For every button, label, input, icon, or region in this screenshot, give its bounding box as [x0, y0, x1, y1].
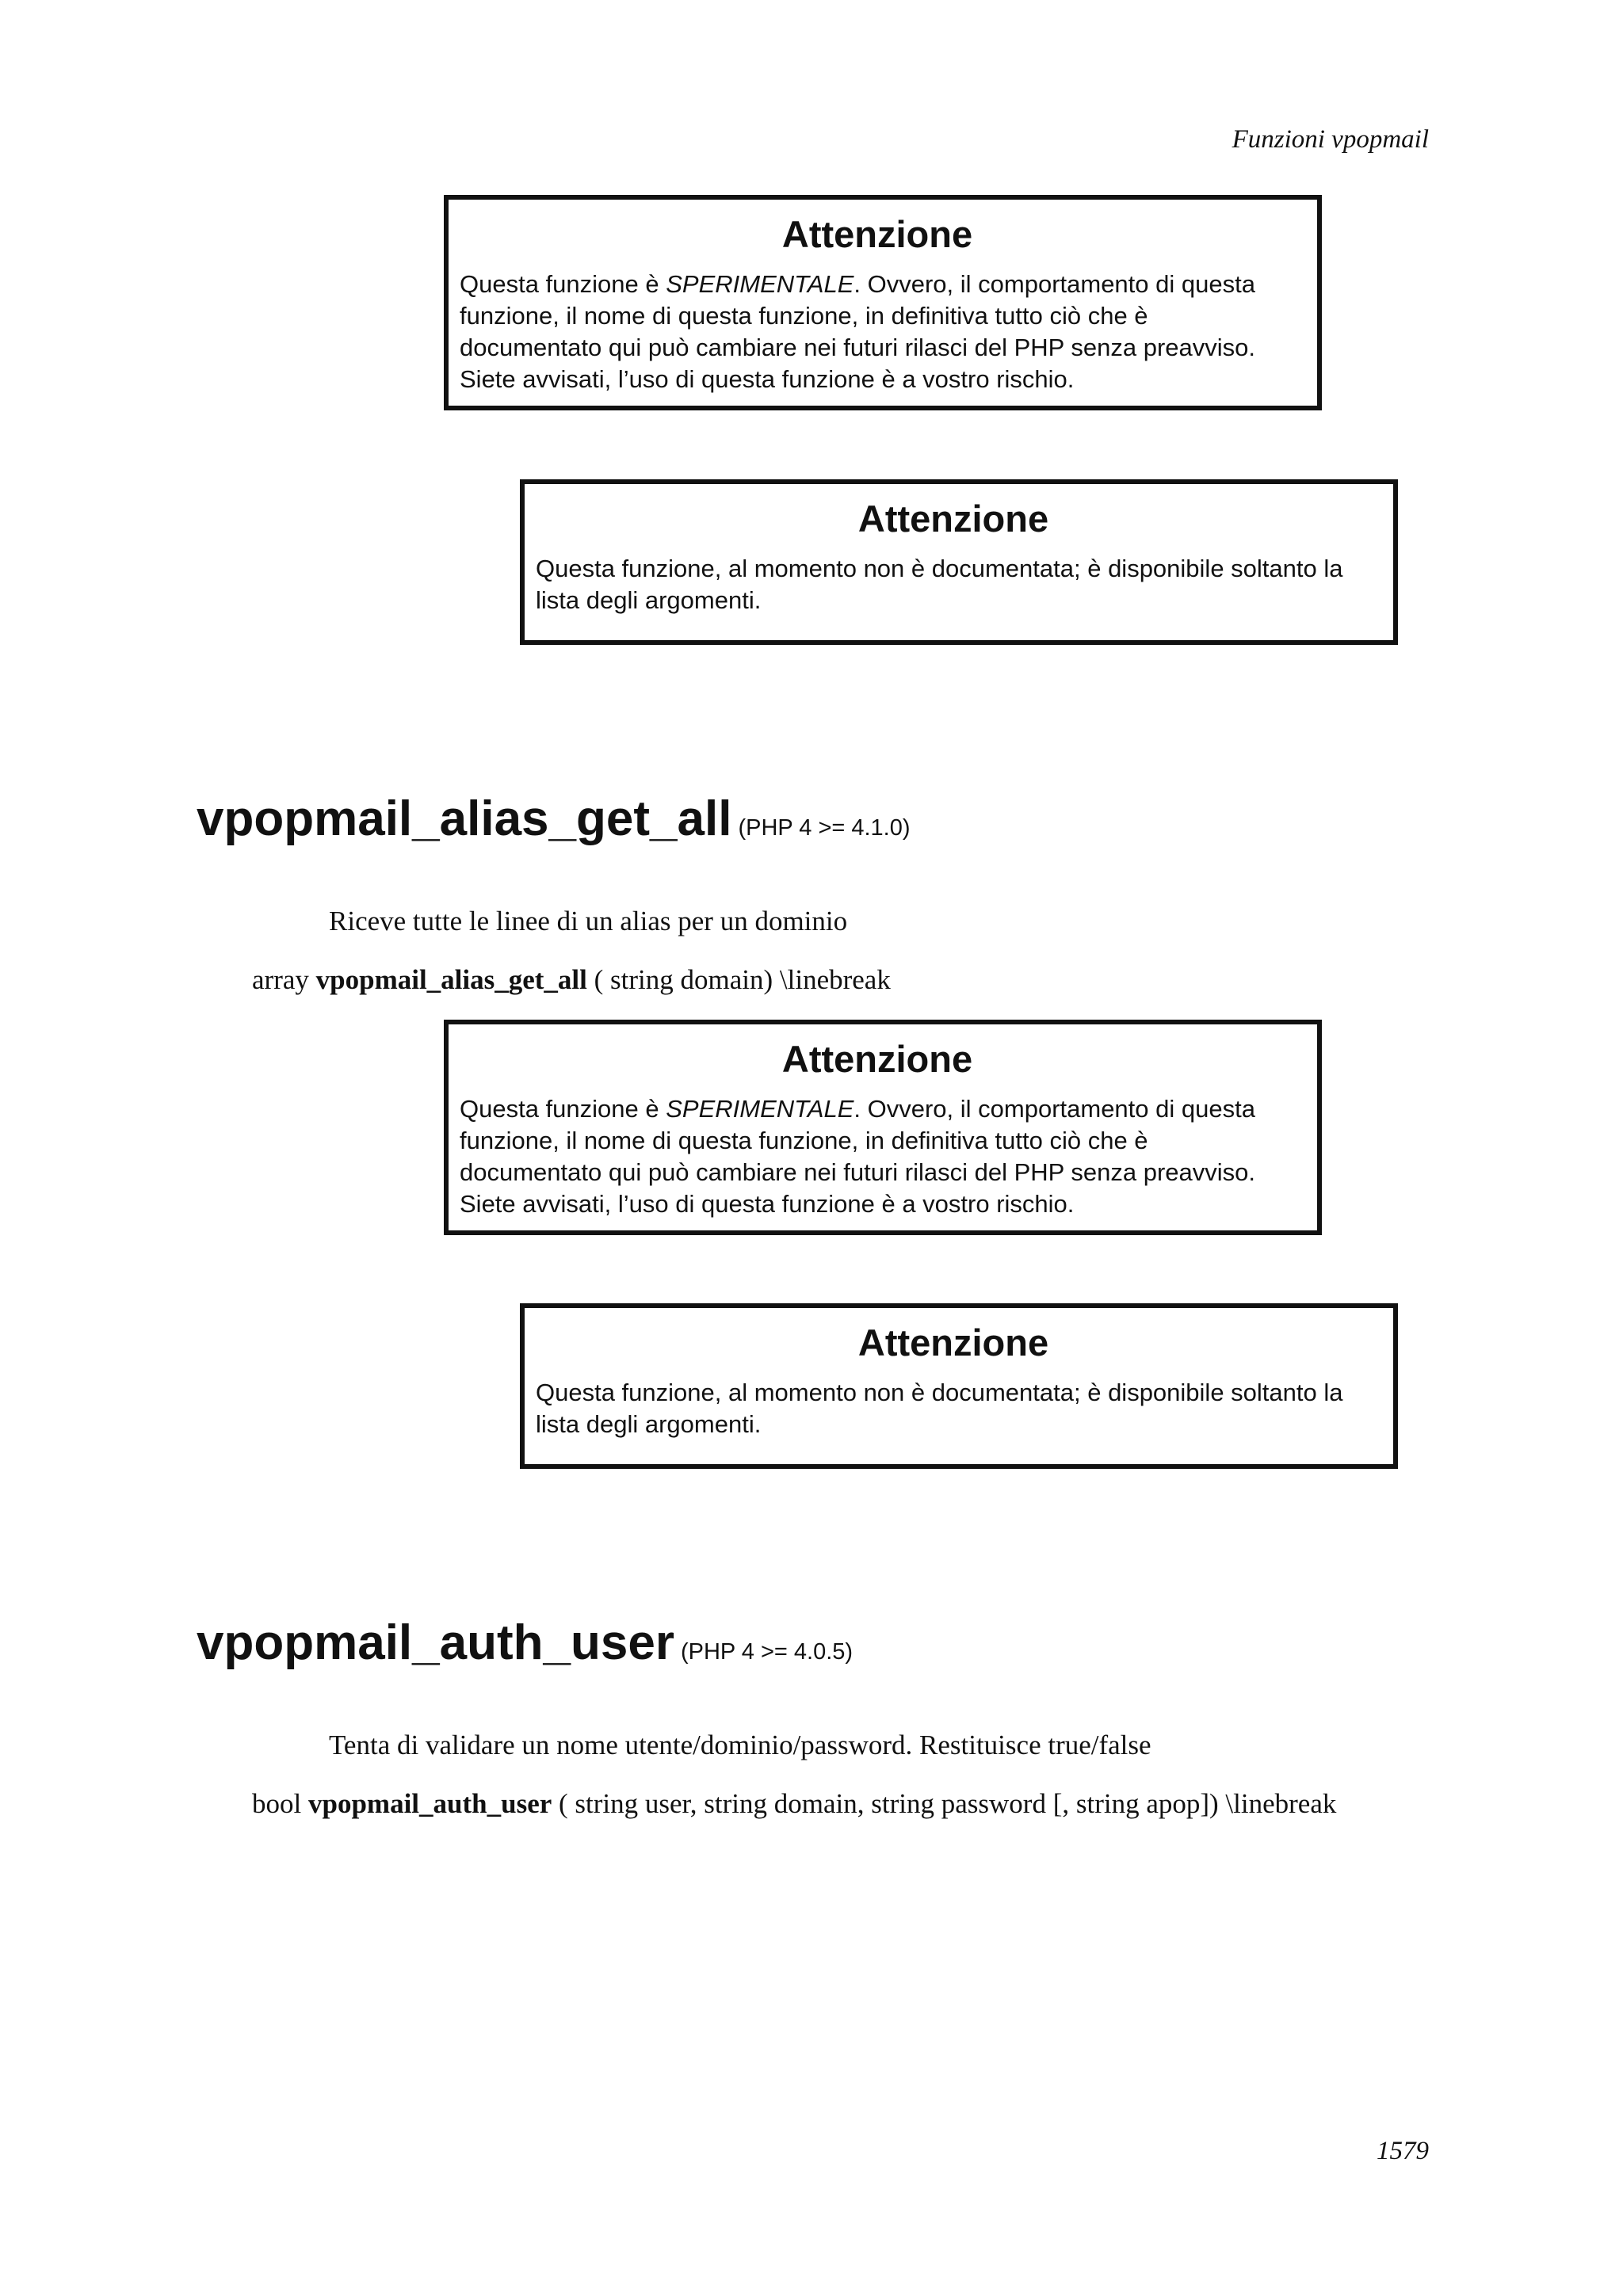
warning-title: Attenzione	[781, 1038, 973, 1080]
function-purpose: Tenta di validare un nome utente/dominio/password. Restituisce true/false	[329, 1730, 1151, 1760]
function-synopsis	[252, 966, 891, 994]
function-heading	[197, 791, 911, 846]
warning-text-start: Questa funzione è	[460, 1095, 666, 1123]
function-params: ( string domain) \linebreak	[594, 964, 891, 995]
warning-text-end: . Ovvero, il comportamento di questa funzione, il nome di questa funzione, in definitiva tutto ciò che è documentato qui può cambiare nei futuri rilasci del PHP senza preavviso. Siete avvisati, l’uso di questa funzione è a vostro rischio.	[460, 270, 1256, 393]
php-version: (PHP 4 >= 4.0.5)	[680, 1639, 854, 1665]
synopsis-function-name: vpopmail_alias_get_all	[315, 964, 587, 995]
page-number: 1579	[1377, 2137, 1429, 2165]
synopsis-function-name: vpopmail_auth_user	[307, 1788, 552, 1819]
warning-text-start: Questa funzione è	[460, 270, 666, 298]
running-header: Funzioni vpopmail	[1232, 125, 1429, 154]
warning-text-end: . Ovvero, il comportamento di questa funzione, il nome di questa funzione, in definitiva tutto ciò che è documentato qui può cambiare nei futuri rilasci del PHP senza preavviso. Siete avvisati, l’uso di questa funzione è a vostro rischio.	[460, 1095, 1256, 1218]
experimental-warning-box	[444, 195, 1322, 410]
undocumented-warning-box	[520, 479, 1398, 645]
warning-title: Attenzione	[857, 1322, 1049, 1363]
function-purpose: Riceve tutte le linee di un alias per un dominio	[329, 906, 848, 936]
experimental-warning-box	[444, 1020, 1322, 1235]
undocumented-warning-box	[520, 1303, 1398, 1469]
function-heading	[197, 1615, 854, 1670]
function-synopsis	[252, 1790, 1336, 1817]
function-params: ( string user, string domain, string password [, string apop]) \linebreak	[559, 1788, 1337, 1819]
warning-text	[460, 269, 1295, 395]
warning-title: Attenzione	[857, 498, 1049, 540]
warning-text: Questa funzione, al momento non è documentata; è disponibile soltanto la lista degli argomenti.	[536, 555, 1343, 614]
warning-title: Attenzione	[781, 213, 973, 255]
warning-text: Questa funzione, al momento non è documentata; è disponibile soltanto la lista degli argomenti.	[536, 1379, 1343, 1438]
return-type: array	[252, 964, 309, 995]
warning-text	[460, 1093, 1295, 1220]
function-name: vpopmail_auth_user	[197, 1615, 674, 1670]
php-version: (PHP 4 >= 4.1.0)	[738, 815, 911, 841]
experimental-emphasis: SPERIMENTALE	[666, 1095, 854, 1123]
function-name: vpopmail_alias_get_all	[197, 791, 732, 846]
return-type: bool	[252, 1788, 302, 1819]
experimental-emphasis: SPERIMENTALE	[666, 270, 854, 298]
